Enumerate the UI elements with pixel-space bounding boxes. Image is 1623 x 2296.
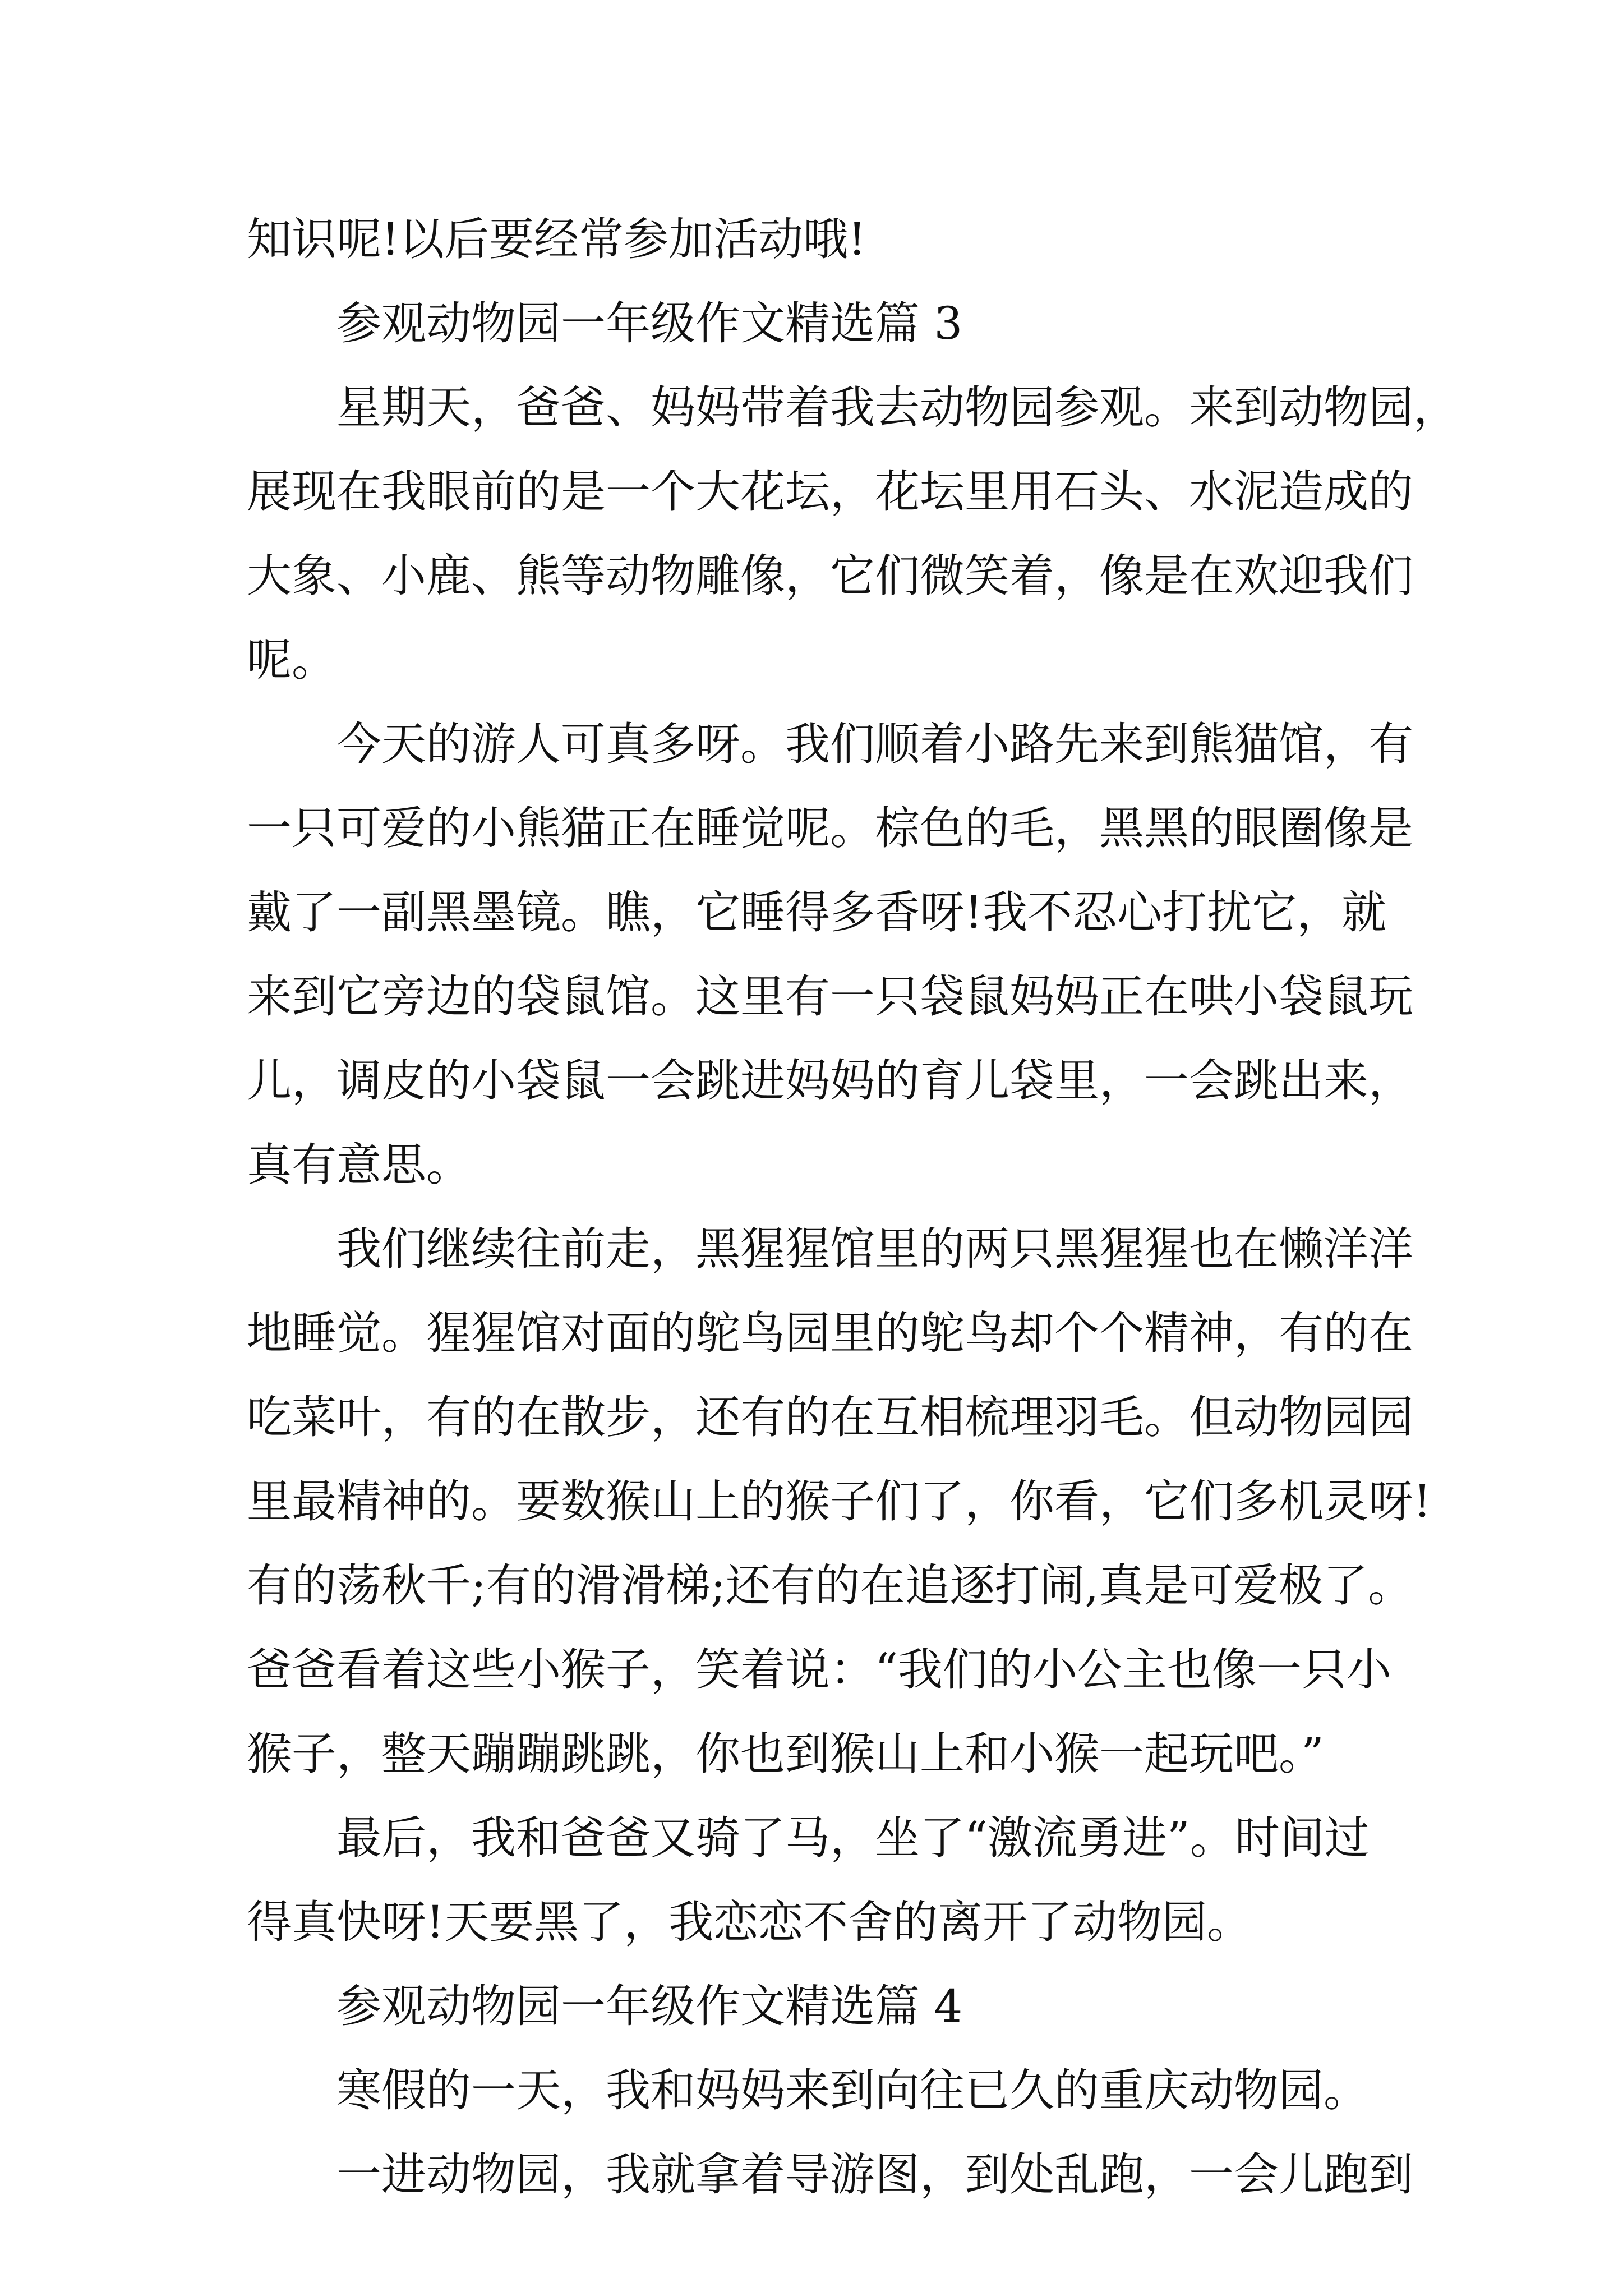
text-line: 来到它旁边的袋鼠馆。这里有一只袋鼠妈妈正在哄小袋鼠玩 (247, 970, 1413, 1023)
text-line: 戴了一副黑墨镜。瞧，它睡得多香呀!我不忍心打扰它，就 (247, 886, 1387, 938)
text-line: 展现在我眼前的是一个大花坛，花坛里用石头、水泥造成的 (247, 466, 1413, 518)
section-heading-4: 参观动物园一年级作文精选篇 4 (336, 1980, 963, 2032)
section-heading-3: 参观动物园一年级作文精选篇 3 (336, 297, 963, 349)
text-line: 一进动物园，我就拿着导游图，到处乱跑，一会儿跑到 (336, 2148, 1413, 2201)
text-line: 得真快呀!天要黑了，我恋恋不舍的离开了动物园。 (247, 1896, 1252, 1948)
text-line: 地睡觉。猩猩馆对面的鸵鸟园里的鸵鸟却个个精神，有的在 (247, 1307, 1413, 1359)
text-line: 呢。 (247, 634, 336, 686)
text-line: 最后，我和爸爸又骑了马，坐了“激流勇进”。时间过 (336, 1812, 1370, 1864)
text-line: 真有意思。 (247, 1139, 471, 1191)
text-line: 大象、小鹿、熊等动物雕像，它们微笑着，像是在欢迎我们 (247, 550, 1413, 602)
text-line: 吃菜叶，有的在散步，还有的在互相梳理羽毛。但动物园园 (247, 1391, 1413, 1443)
text-line: 星期天，爸爸、妈妈带着我去动物园参观。来到动物园， (336, 381, 1458, 434)
text-line: 寒假的一天，我和妈妈来到向往已久的重庆动物园。 (336, 2064, 1368, 2116)
document-body (247, 197, 1458, 2217)
text-line: 有的荡秋千;有的滑滑梯;还有的在追逐打闹,真是可爱极了。 (247, 1559, 1413, 1612)
text-line: 一只可爱的小熊猫正在睡觉呢。棕色的毛，黑黑的眼圈像是 (247, 802, 1413, 854)
text-line: 儿，调皮的小袋鼠一会跳进妈妈的育儿袋里，一会跳出来， (247, 1055, 1413, 1107)
text-line: 爸爸看着这些小猴子，笑着说：“我们的小公主也像一只小 (247, 1644, 1391, 1696)
text-line: 猴子，整天蹦蹦跳跳，你也到猴山上和小猴一起玩吧。” (247, 1728, 1324, 1780)
text-line: 里最精神的。要数猴山上的猴子们了，你看，它们多机灵呀! (247, 1475, 1432, 1527)
text-line: 我们继续往前走，黑猩猩馆里的两只黑猩猩也在懒洋洋 (336, 1223, 1413, 1275)
text-line: 知识呢!以后要经常参加活动哦! (247, 213, 866, 265)
text-line: 今天的游人可真多呀。我们顺着小路先来到熊猫馆，有 (336, 718, 1413, 770)
